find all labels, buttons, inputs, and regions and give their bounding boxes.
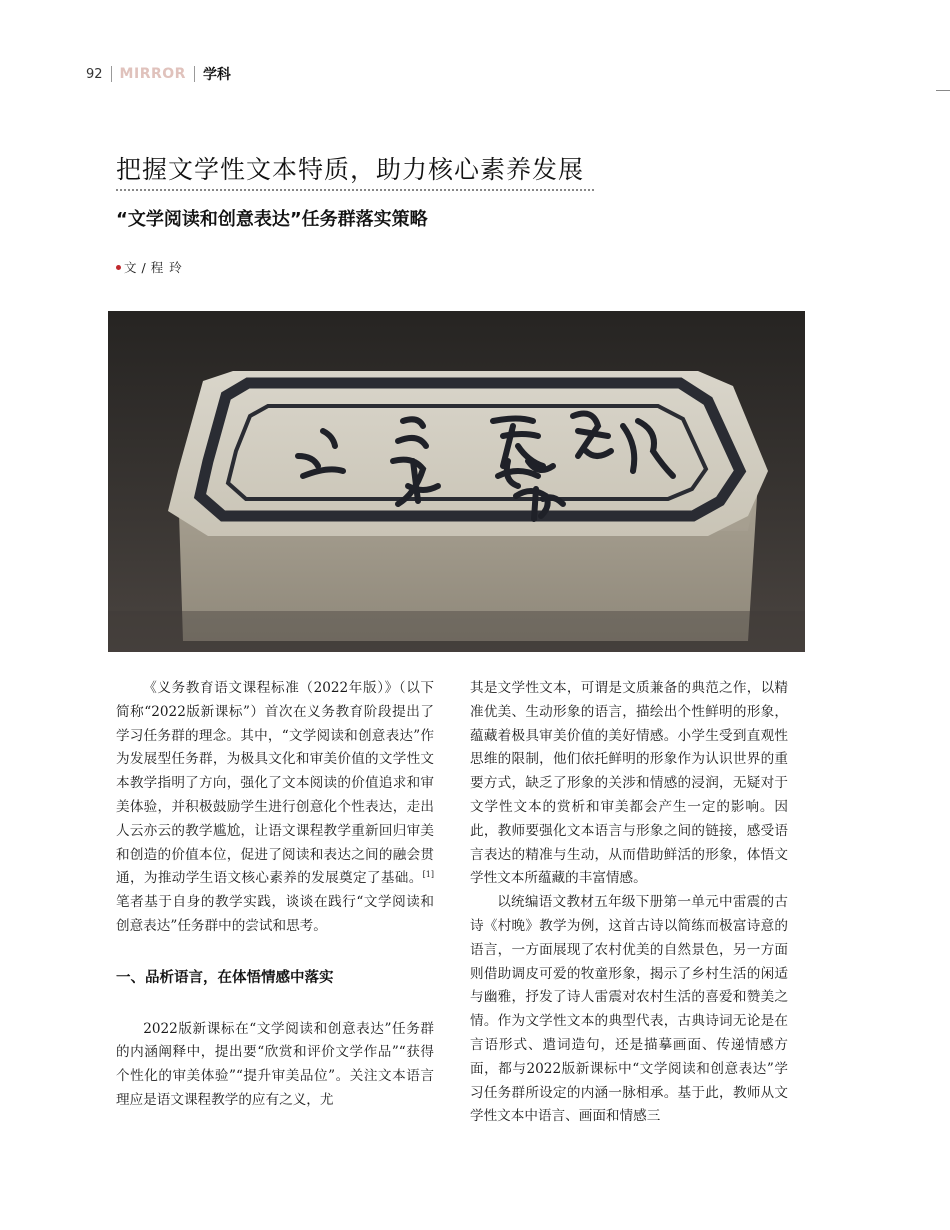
pillow-illustration [108, 311, 805, 652]
paragraph-text: 笔者基于自身的教学实践，谈谈在践行“文学阅读和创意表达”任务群中的尝试和思考。 [116, 894, 434, 934]
section-heading: 一、品析语言，在体悟情感中落实 [116, 969, 334, 986]
header-divider [111, 66, 112, 82]
article-title: 把握文学性文本特质，助力核心素养发展 [116, 155, 585, 184]
bullet-icon [116, 265, 121, 270]
magazine-name: MIRROR [119, 66, 186, 82]
paragraph: 其是文学性文本，可谓是文质兼备的典范之作，以精准优美、生动形象的语言，描绘出个性鲜明的形象，蕴藏着极具审美价值的美好情感。小学生受到直观性思维的限制，他们依托鲜明的形象作为认识世界的重要方式，缺乏了形象的关涉和情感的浸润，无疑对于文学性文本的赏析和审美都会产生一定的影响。因此，教师要强化文本语言与形象之间的链接，感受语言表达的精准与生动，从而借助鲜活的形象，体悟文学性文本所蕴藏的丰富情感。 [470, 680, 788, 887]
header-divider [194, 66, 195, 82]
article-subtitle: “文学阅读和创意表达”任务群落实策略 [116, 209, 428, 230]
paragraph-text: 《义务教育语文课程标准（2022年版）》（以下简称“2022版新课标”）首次在义务教育阶段提出了学习任务群的理念。其中，“文学阅读和创意表达”作为发展型任务群，为极具文化和审美价值的文学性文本教学指明了方向，强化了文本阅读的价值追求和审美体验，并积极鼓励学生进行创意化个性表达，走出人云亦云的教学尴尬，让语文课程教学重新回归审美和创造的价值本位，促进了阅读和表达之间的融会贯通，为推动学生语文核心素养的发展奠定了基础。 [116, 680, 434, 887]
footnote-reference: [1] [422, 870, 434, 880]
text-column-right [470, 677, 788, 1129]
running-header [86, 64, 231, 84]
paragraph [116, 677, 434, 939]
byline [116, 258, 183, 276]
paragraph: 以统编语文教材五年级下册第一单元中雷震的古诗《村晚》教学为例，这首古诗以简练而极富诗意的语言，一方面展现了农村优美的自然景色，另一方面则借助调皮可爱的牧童形象，揭示了乡村生活的闲适与幽雅，抒发了诗人雷震对农村生活的喜爱和赞美之情。作为文学性文本的典型代表，古典诗词无论是在言语形式、遣词造句，还是描摹画面、传递情感方面，都与2022版新课标中“文学阅读和创意表达”学习任务群所设定的内涵一脉相承。基于此，教师从文学性文本中语言、画面和情感三 [470, 894, 788, 1125]
title-rule [116, 189, 594, 191]
section-name: 学科 [202, 67, 231, 83]
author-name: 程 玲 [150, 260, 183, 275]
byline-slash: / [141, 259, 147, 275]
edge-mark [936, 90, 950, 91]
paragraph: 2022版新课标在“文学阅读和创意表达”任务群的内涵阐释中，提出要“欣赏和评价文学作品”“获得个性化的审美体验”“提升审美品位”。关注文本语言理应是语文课程教学的应有之义，尤 [116, 1020, 434, 1108]
byline-prefix: 文 [124, 260, 138, 275]
text-column-left [116, 677, 434, 1113]
ceramic-pillow-photo [108, 311, 805, 652]
page-number: 92 [86, 66, 103, 82]
